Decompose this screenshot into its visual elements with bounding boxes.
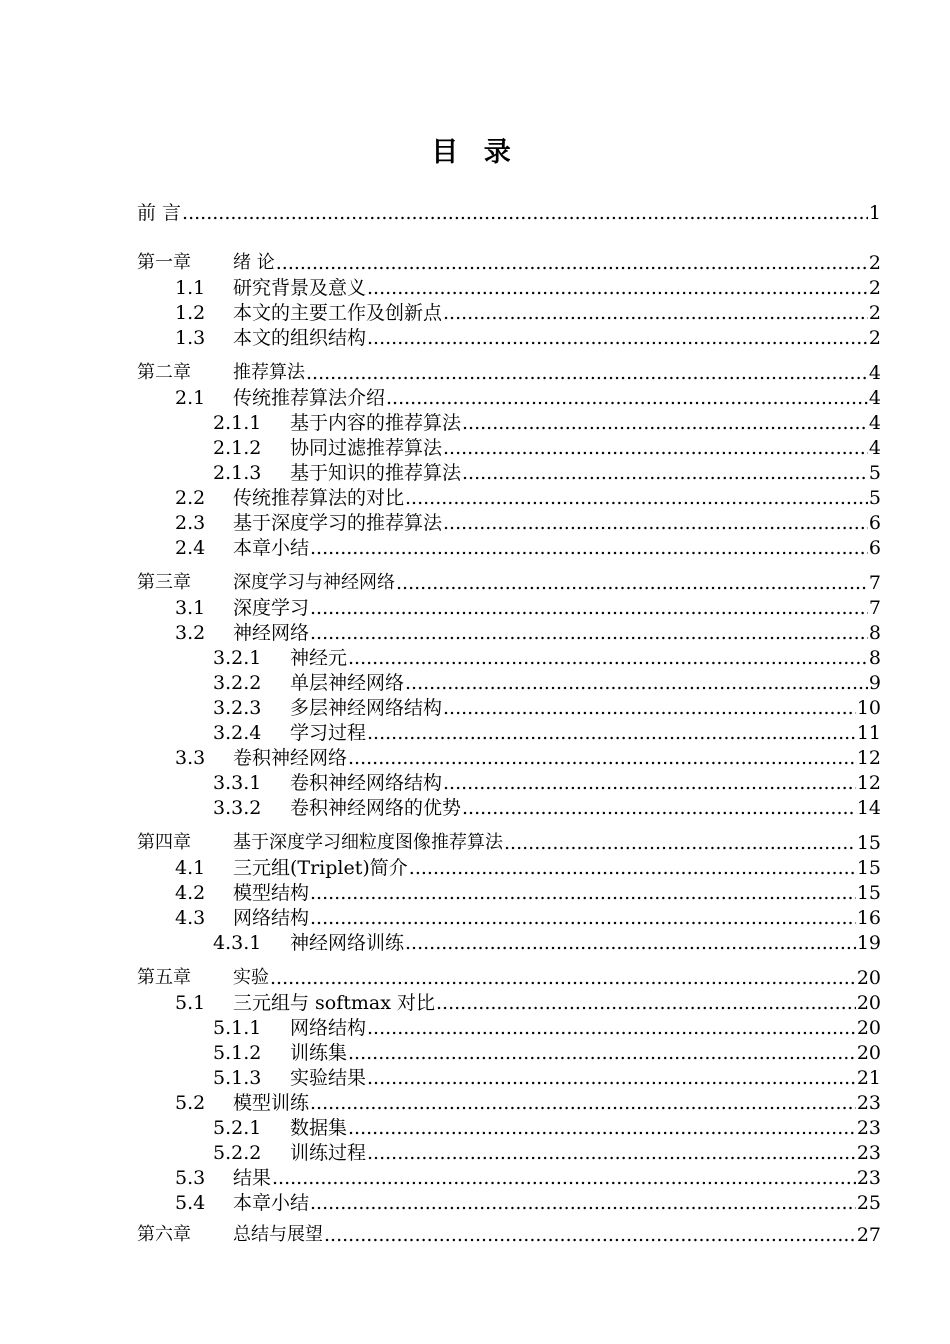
toc-entry[interactable] <box>175 275 881 299</box>
toc-entry-label: 总结与展望 <box>233 1224 323 1245</box>
toc-entry-label: 实验结果 <box>290 1067 367 1089</box>
toc-entry-number: 4.3.1 <box>213 932 262 954</box>
toc-entry[interactable] <box>175 385 881 409</box>
toc-leader-dots <box>348 747 856 769</box>
toc-page-number: 4 <box>868 437 881 459</box>
toc-page-number: 21 <box>856 1067 881 1089</box>
toc-leader-dots <box>367 1017 856 1039</box>
toc-entry[interactable] <box>213 1140 881 1164</box>
toc-entry[interactable] <box>137 1222 881 1246</box>
toc-entry[interactable] <box>213 410 881 434</box>
toc-entry[interactable] <box>137 830 881 854</box>
toc-entry-number: 3.2.1 <box>213 647 262 669</box>
toc-leader-dots <box>310 1092 856 1114</box>
toc-leader-dots <box>367 722 856 744</box>
toc-entry[interactable] <box>175 300 881 324</box>
toc-entry[interactable] <box>213 930 881 954</box>
toc-entry-number: 5.1.2 <box>213 1042 262 1064</box>
toc-entry-label: 神经元 <box>290 647 348 669</box>
toc-page-number: 2 <box>868 302 881 324</box>
toc-entry[interactable] <box>137 965 881 989</box>
toc-leader-dots <box>443 437 868 459</box>
toc-entry-number: 1.1 <box>175 277 206 299</box>
toc-entry-number: 5.2.1 <box>213 1117 262 1139</box>
toc-leader-dots <box>310 1192 856 1214</box>
toc-leader-dots <box>324 1224 856 1246</box>
toc-page-number: 2 <box>868 277 881 299</box>
toc-entry[interactable] <box>175 855 881 879</box>
toc-page-number: 8 <box>868 622 881 644</box>
toc-entry[interactable] <box>137 570 881 594</box>
toc-entry-number: 2.3 <box>175 512 206 534</box>
toc-entry[interactable] <box>213 695 881 719</box>
toc-entry-label: 单层神经网络 <box>290 672 405 694</box>
toc-entry-label: 本章小结 <box>233 1192 310 1214</box>
toc-entry-number: 5.2 <box>175 1092 206 1114</box>
toc-entry-number: 4.2 <box>175 882 206 904</box>
toc-page-number: 27 <box>856 1224 881 1246</box>
toc-leader-dots <box>182 202 868 224</box>
toc-page-number: 9 <box>868 672 881 694</box>
toc-entry-number: 1.2 <box>175 302 206 324</box>
toc-leader-dots <box>348 1042 856 1064</box>
toc-entry[interactable] <box>175 620 881 644</box>
toc-leader-dots <box>462 462 868 484</box>
toc-entry-number: 第二章 <box>137 362 191 383</box>
toc-entry-number: 3.1 <box>175 597 206 619</box>
toc-page-number: 10 <box>856 697 881 719</box>
toc-entry[interactable] <box>213 645 881 669</box>
toc-entry-label: 训练过程 <box>290 1142 367 1164</box>
toc-entry-number: 3.2 <box>175 622 206 644</box>
toc-entry-label: 网络结构 <box>233 907 310 929</box>
toc-entry[interactable] <box>137 200 881 224</box>
toc-page-number: 23 <box>856 1167 881 1189</box>
toc-leader-dots <box>462 797 856 819</box>
toc-entry-number: 4.1 <box>175 857 206 879</box>
toc-leader-dots <box>405 487 868 509</box>
toc-leader-dots <box>276 252 868 274</box>
toc-entry-label: 基于深度学习细粒度图像推荐算法 <box>233 832 503 853</box>
toc-entry-label: 本文的主要工作及创新点 <box>233 302 443 324</box>
toc-entry[interactable] <box>213 670 881 694</box>
toc-entry[interactable] <box>175 745 881 769</box>
toc-entry-number: 第四章 <box>137 832 191 853</box>
toc-leader-dots <box>367 277 868 299</box>
toc-leader-dots <box>443 302 868 324</box>
toc-entry[interactable] <box>175 990 881 1014</box>
toc-leader-dots <box>462 412 868 434</box>
toc-entry-label: 基于内容的推荐算法 <box>290 412 462 434</box>
toc-page-number: 7 <box>868 572 881 594</box>
toc-entry-number: 1.3 <box>175 327 206 349</box>
toc-entry-number: 3.3.1 <box>213 772 262 794</box>
toc-entry-label: 神经网络 <box>233 622 310 644</box>
toc-entry-label: 三元组(Triplet)简介 <box>233 857 408 879</box>
toc-entry[interactable] <box>175 535 881 559</box>
toc-entry-number: 2.4 <box>175 537 206 559</box>
toc-entry-label: 深度学习 <box>233 597 310 619</box>
toc-entry-number: 第五章 <box>137 967 191 988</box>
toc-entry-label: 卷积神经网络结构 <box>290 772 443 794</box>
toc-entry[interactable] <box>213 435 881 459</box>
toc-entry[interactable] <box>213 1040 881 1064</box>
toc-page-number: 15 <box>856 832 881 854</box>
toc-leader-dots <box>367 1142 856 1164</box>
toc-page-number: 8 <box>868 647 881 669</box>
toc-page-number: 23 <box>856 1092 881 1114</box>
toc-entry[interactable] <box>213 1065 881 1089</box>
toc-entry-number: 2.1.1 <box>213 412 262 434</box>
toc-page-number: 11 <box>856 722 881 744</box>
toc-leader-dots <box>367 327 868 349</box>
toc-entry-label: 研究背景及意义 <box>233 277 367 299</box>
toc-leader-dots <box>306 362 868 384</box>
toc-entry-label: 协同过滤推荐算法 <box>290 437 443 459</box>
toc-entry-label: 数据集 <box>290 1117 348 1139</box>
toc-entry[interactable] <box>213 460 881 484</box>
toc-entry-label: 模型结构 <box>233 882 310 904</box>
toc-entry-label: 多层神经网络结构 <box>290 697 443 719</box>
toc-entry[interactable] <box>175 880 881 904</box>
toc-page-number: 12 <box>856 747 881 769</box>
toc-page-number: 25 <box>856 1192 881 1214</box>
toc-entry[interactable] <box>213 1115 881 1139</box>
toc-leader-dots <box>443 512 868 534</box>
toc-entry-number: 前 言 <box>137 202 182 224</box>
toc-page-number: 4 <box>868 387 881 409</box>
toc-leader-dots <box>405 932 856 954</box>
toc-entry-label: 绪 论 <box>233 252 275 273</box>
toc-entry-number: 3.3.2 <box>213 797 262 819</box>
toc-page-number: 15 <box>856 857 881 879</box>
toc-entry-number: 3.2.4 <box>213 722 262 744</box>
toc-entry-number: 3.3 <box>175 747 206 769</box>
toc-page-number: 20 <box>856 1042 881 1064</box>
toc-leader-dots <box>443 772 856 794</box>
toc-leader-dots <box>436 992 856 1014</box>
toc-entry-number: 5.3 <box>175 1167 206 1189</box>
toc-entry-number: 5.1 <box>175 992 206 1014</box>
toc-page-number: 6 <box>868 537 881 559</box>
toc-leader-dots <box>396 572 868 594</box>
toc-entry-label: 结果 <box>233 1167 272 1189</box>
toc-entry-number: 2.2 <box>175 487 206 509</box>
toc-entry-label: 学习过程 <box>290 722 367 744</box>
toc-entry-label: 卷积神经网络 <box>233 747 348 769</box>
toc-entry-number: 5.2.2 <box>213 1142 262 1164</box>
toc-leader-dots <box>386 387 868 409</box>
toc-page-number: 4 <box>868 412 881 434</box>
toc-page-number: 5 <box>868 462 881 484</box>
toc-entry-number: 5.4 <box>175 1192 206 1214</box>
toc-entry[interactable] <box>175 1165 881 1189</box>
toc-entry-label: 模型训练 <box>233 1092 310 1114</box>
toc-leader-dots <box>310 907 856 929</box>
toc-entry-label: 本章小结 <box>233 537 310 559</box>
toc-page-number: 1 <box>868 202 881 224</box>
toc-page-number: 20 <box>856 992 881 1014</box>
toc-leader-dots <box>405 672 868 694</box>
toc-leader-dots <box>272 1167 856 1189</box>
toc-entry-label: 三元组与 softmax 对比 <box>233 992 435 1014</box>
toc-entry-label: 本文的组织结构 <box>233 327 367 349</box>
toc-entry-label: 网络结构 <box>290 1017 367 1039</box>
toc-entry-number: 3.2.3 <box>213 697 262 719</box>
toc-entry-number: 第六章 <box>137 1224 191 1245</box>
toc-entry-number: 第一章 <box>137 252 191 273</box>
toc-entry-number: 2.1 <box>175 387 206 409</box>
toc-entry[interactable] <box>213 1015 881 1039</box>
toc-page-number: 20 <box>856 967 881 989</box>
toc-entry[interactable] <box>213 720 881 744</box>
toc-title: 目 录 <box>431 137 519 168</box>
toc-entry-label: 实验 <box>233 967 269 988</box>
toc-entry-number: 5.1.3 <box>213 1067 262 1089</box>
toc-page-number: 6 <box>868 512 881 534</box>
toc-entry-label: 深度学习与神经网络 <box>233 572 395 593</box>
toc-entry-number: 第三章 <box>137 572 191 593</box>
toc-entry[interactable] <box>175 510 881 534</box>
toc-page-number: 20 <box>856 1017 881 1039</box>
toc-leader-dots <box>310 537 868 559</box>
toc-entry[interactable] <box>137 250 881 274</box>
toc-entry[interactable] <box>175 1090 881 1114</box>
toc-page-number: 4 <box>868 362 881 384</box>
toc-page-number: 14 <box>856 797 881 819</box>
toc-leader-dots <box>310 597 868 619</box>
toc-entry[interactable] <box>213 795 881 819</box>
toc-leader-dots <box>367 1067 856 1089</box>
toc-entry[interactable] <box>175 1190 881 1214</box>
toc-entry-number: 3.2.2 <box>213 672 262 694</box>
toc-page-number: 23 <box>856 1117 881 1139</box>
toc-leader-dots <box>409 857 856 879</box>
toc-entry-number: 2.1.3 <box>213 462 262 484</box>
toc-entry-label: 传统推荐算法介绍 <box>233 387 386 409</box>
toc-entry-label: 神经网络训练 <box>290 932 405 954</box>
toc-leader-dots <box>348 647 868 669</box>
toc-entry[interactable] <box>175 905 881 929</box>
toc-leader-dots <box>443 697 856 719</box>
toc-page-number: 16 <box>856 907 881 929</box>
toc-leader-dots <box>348 1117 856 1139</box>
toc-page-number: 2 <box>868 252 881 274</box>
toc-page-number: 23 <box>856 1142 881 1164</box>
toc-page-number: 12 <box>856 772 881 794</box>
toc-entry-label: 训练集 <box>290 1042 348 1064</box>
toc-leader-dots <box>270 967 856 989</box>
toc-page-number: 5 <box>868 487 881 509</box>
toc-entry[interactable] <box>175 595 881 619</box>
toc-page-number: 7 <box>868 597 881 619</box>
toc-leader-dots <box>504 832 856 854</box>
toc-leader-dots <box>310 622 868 644</box>
toc-page-number: 15 <box>856 882 881 904</box>
toc-entry[interactable] <box>137 360 881 384</box>
toc-entry-number: 2.1.2 <box>213 437 262 459</box>
toc-entry-label: 推荐算法 <box>233 362 305 383</box>
toc-page-number: 2 <box>868 327 881 349</box>
toc-entry-label: 卷积神经网络的优势 <box>290 797 462 819</box>
toc-entry[interactable] <box>175 485 881 509</box>
toc-entry-label: 基于深度学习的推荐算法 <box>233 512 443 534</box>
toc-entry-number: 5.1.1 <box>213 1017 262 1039</box>
toc-leader-dots <box>310 882 856 904</box>
toc-page-number: 19 <box>856 932 881 954</box>
toc-entry-label: 基于知识的推荐算法 <box>290 462 462 484</box>
toc-entry-label: 传统推荐算法的对比 <box>233 487 405 509</box>
toc-entry[interactable] <box>175 325 881 349</box>
toc-entry[interactable] <box>213 770 881 794</box>
toc-entry-number: 4.3 <box>175 907 206 929</box>
